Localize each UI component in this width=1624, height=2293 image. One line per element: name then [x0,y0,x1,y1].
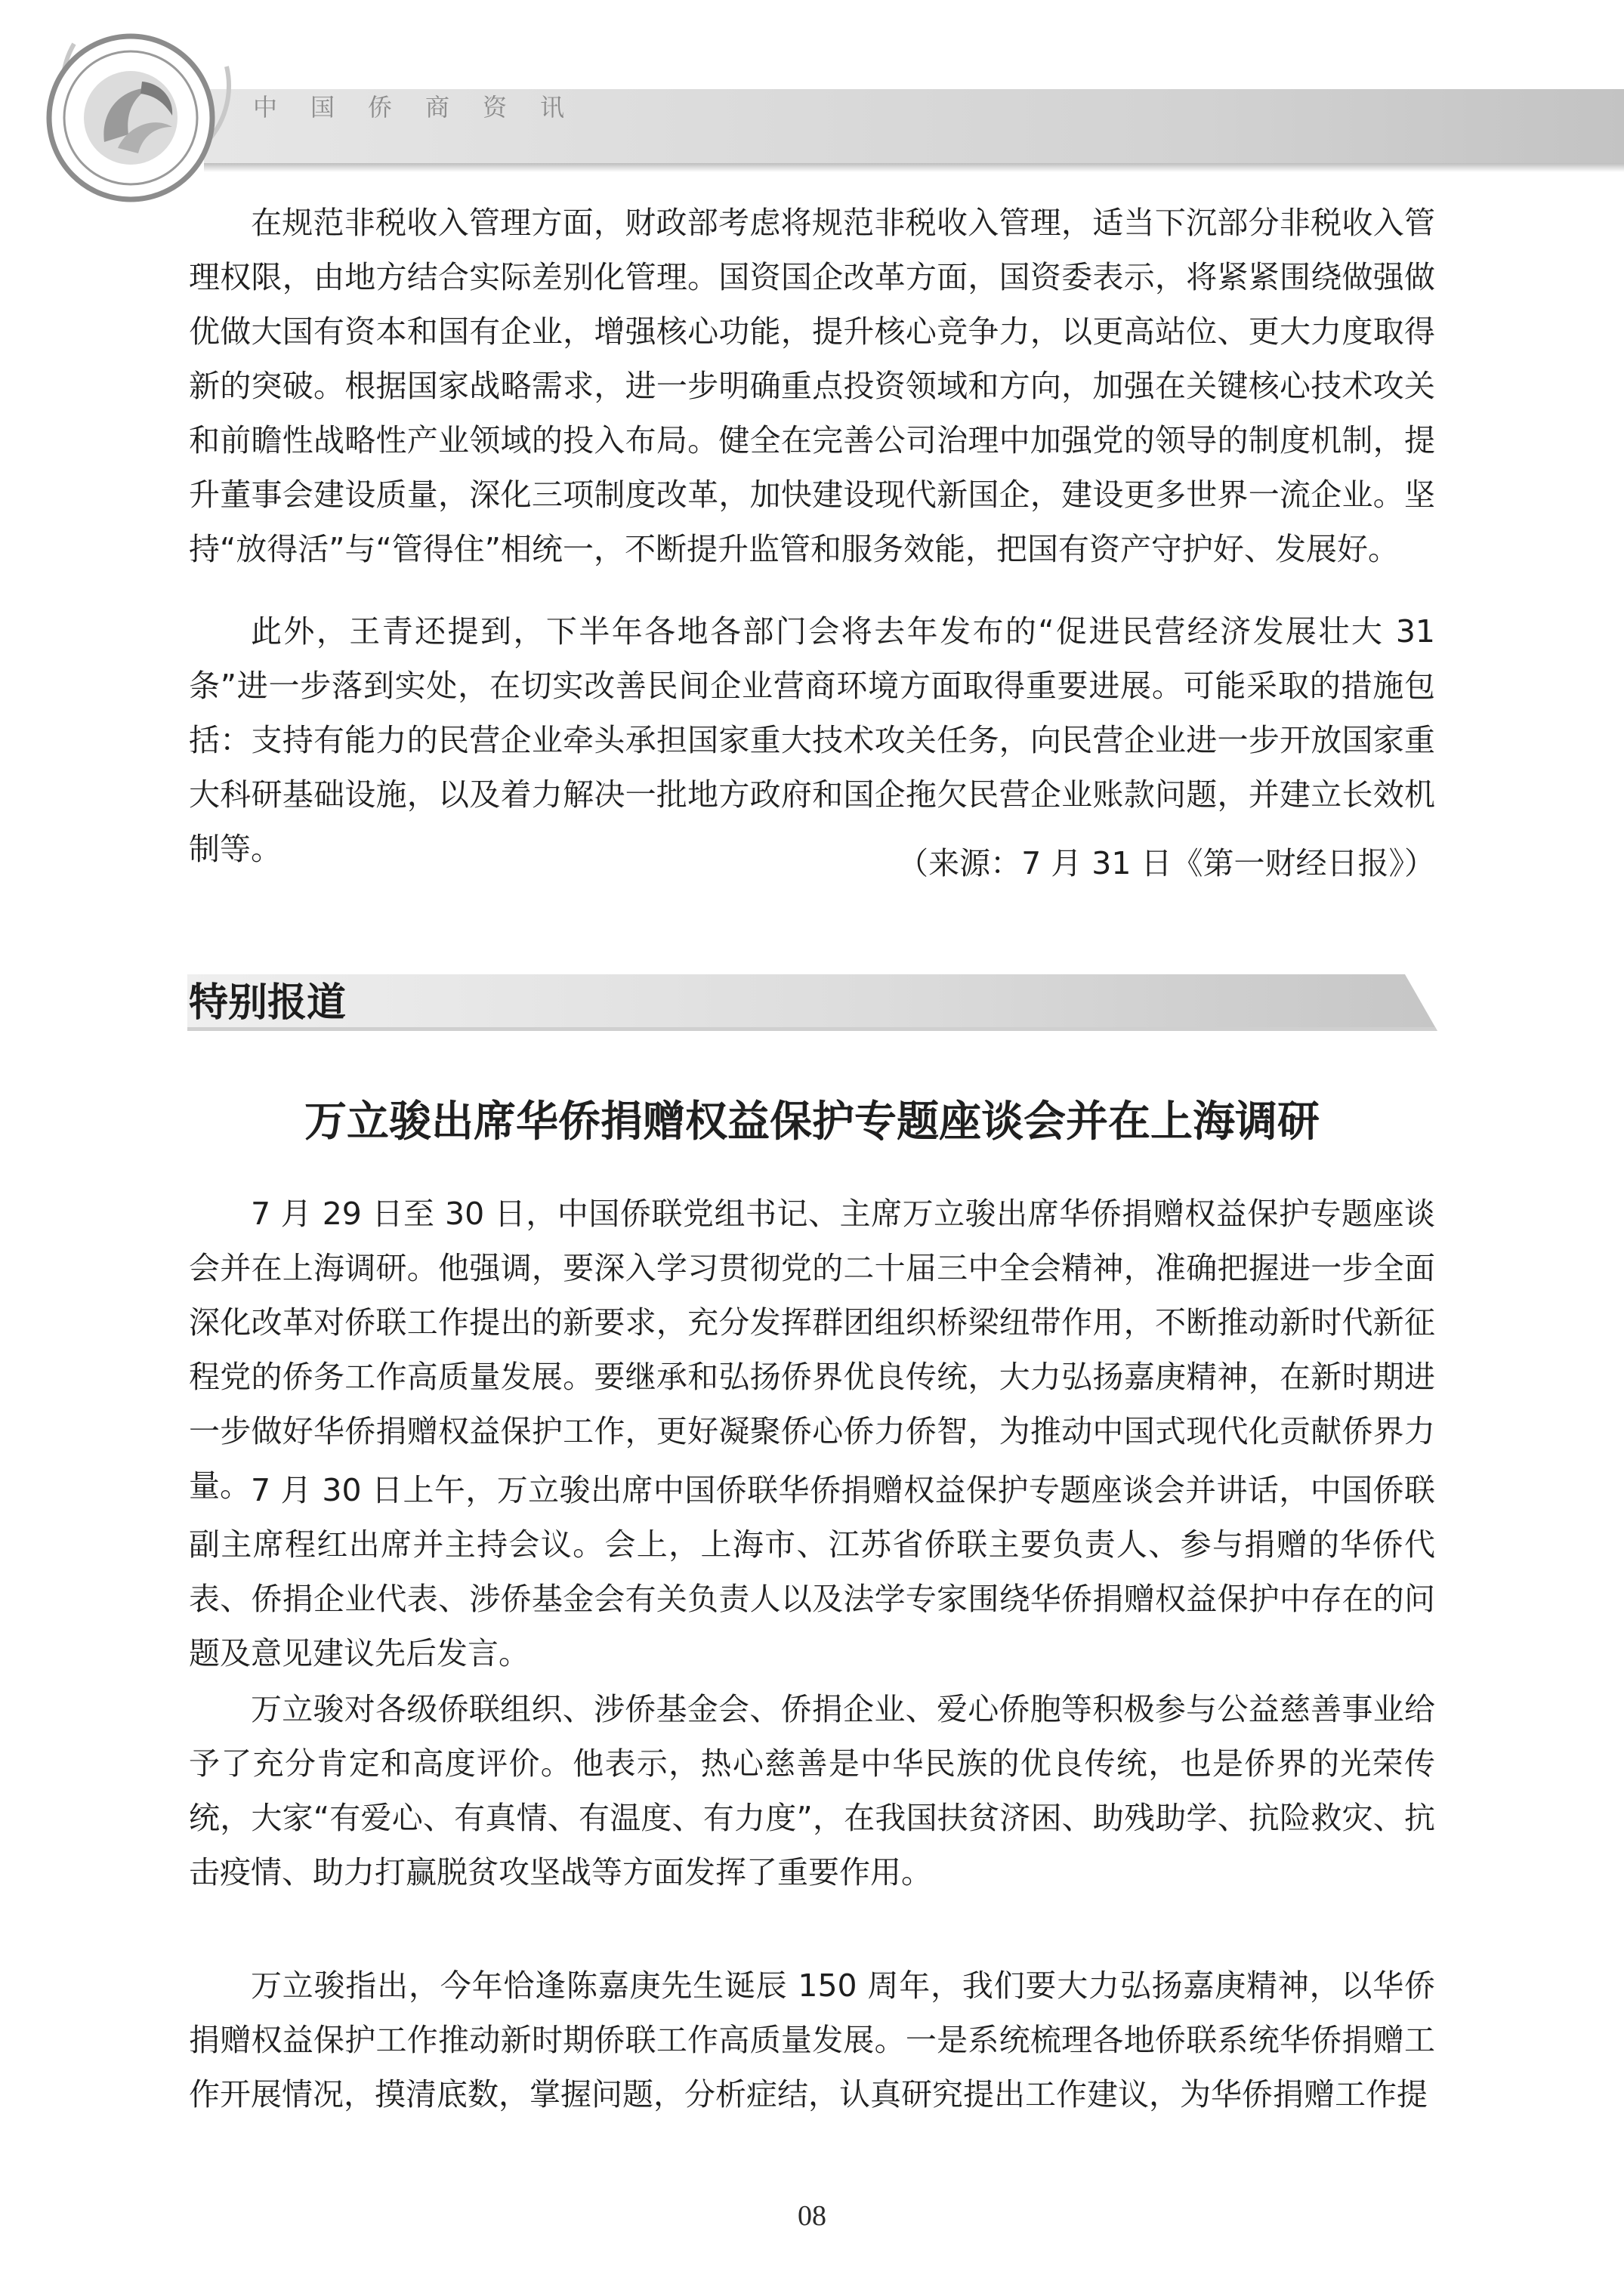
article-title: 万立骏出席华侨捐赠权益保护专题座谈会并在上海调研 [304,1097,1320,1146]
article-paragraph: 万立骏对各级侨联组织、涉侨基金会、侨捐企业、爱心侨胞等积极参与公益慈善事业给予了充分肯定和高度评价。他表示，热心慈善是中华民族的优良传统，也是侨界的光荣传统，大家“有爱心、有真情、有温度、有力度”，在我国扶贫济困、助残助学、抗险救灾、抗击疫情、助力打赢脱贫攻坚战等方面发挥了重要作用。 [189,1691,1435,1890]
body-paragraph-2: 此外，王青还提到，下半年各地各部门会将去年发布的“促进民营经济发展壮大 31 条”进一步落到实处，在切实改善民间企业营商环境方面取得重要进展。可能采取的措施包括：支持有能力的民营企业牵头承担国家重大技术攻关任务，向民营企业进一步开放国家重大科研基础设施，以及着力解决一批地方政府和国企拖欠民营企业账款问题，并建立长效机制等。 [189,613,1435,867]
source-citation: （来源：7 月 31 日《第一财经日报》） [897,845,1435,881]
article-paragraph: 万立骏指出，今年恰逢陈嘉庚先生诞辰 150 周年，我们要大力弘扬嘉庚精神，以华侨捐赠权益保护工作推动新时期侨联工作高质量发展。一是系统梳理各地侨联系统华侨捐赠工作开展情况，摸清底数，掌握问题，分析症结，认真研究提出工作建议，为华侨捐赠工作提 [189,1967,1435,2112]
section-title: 特别报道 [189,980,347,1026]
article-paragraph: 7 月 29 日至 30 日，中国侨联党组书记、主席万立骏出席华侨捐赠权益保护专题座谈会并在上海调研。他强调，要深入学习贯彻党的二十届三中全会精神，准确把握进一步全面深化改革对侨联工作提出的新要求，充分发挥群团组织桥梁纽带作用，不断推动新时代新征程党的侨务工作高质量发展。要继承和弘扬侨界优良传统，大力弘扬嘉庚精神，在新时期进一步做好华侨捐赠权益保护工作，更好凝聚侨心侨力侨智，为推动中国式现代化贡献侨界力量。 [189,1196,1435,1504]
federation-logo [29,14,240,202]
article-paragraph: 7 月 30 日上午，万立骏出席中国侨联华侨捐赠权益保护专题座谈会并讲话，中国侨联副主席程红出席并主持会议。会上，上海市、江苏省侨联主要负责人、参与捐赠的华侨代表、侨捐企业代表、涉侨基金会有关负责人以及法学专家围绕华侨捐赠权益保护中存在的问题及意见建议先后发言。 [189,1472,1435,1671]
section-header-bar [187,974,1437,1031]
body-paragraph-1: 在规范非税收入管理方面，财政部考虑将规范非税收入管理，适当下沉部分非税收入管理权限，由地方结合实际差别化管理。国资国企改革方面，国资委表示，将紧紧围绕做强做优做大国有资本和国有企业，增强核心功能，提升核心竞争力，以更高站位、更大力度取得新的突破。根据国家战略需求，进一步明确重点投资领域和方向，加强在关键核心技术攻关和前瞻性战略性产业领域的投入布局。健全在完善公司治理中加强党的领导的制度机制，提升董事会建设质量，深化三项制度改革，加快建设现代新国企，建设更多世界一流企业。坚持“放得活”与“管得住”相统一，不断提升监管和服务效能，把国有资产守护好、发展好。 [189,205,1435,567]
page-number: 08 [798,2200,826,2232]
header-title: 中国侨商资讯 [253,93,598,122]
